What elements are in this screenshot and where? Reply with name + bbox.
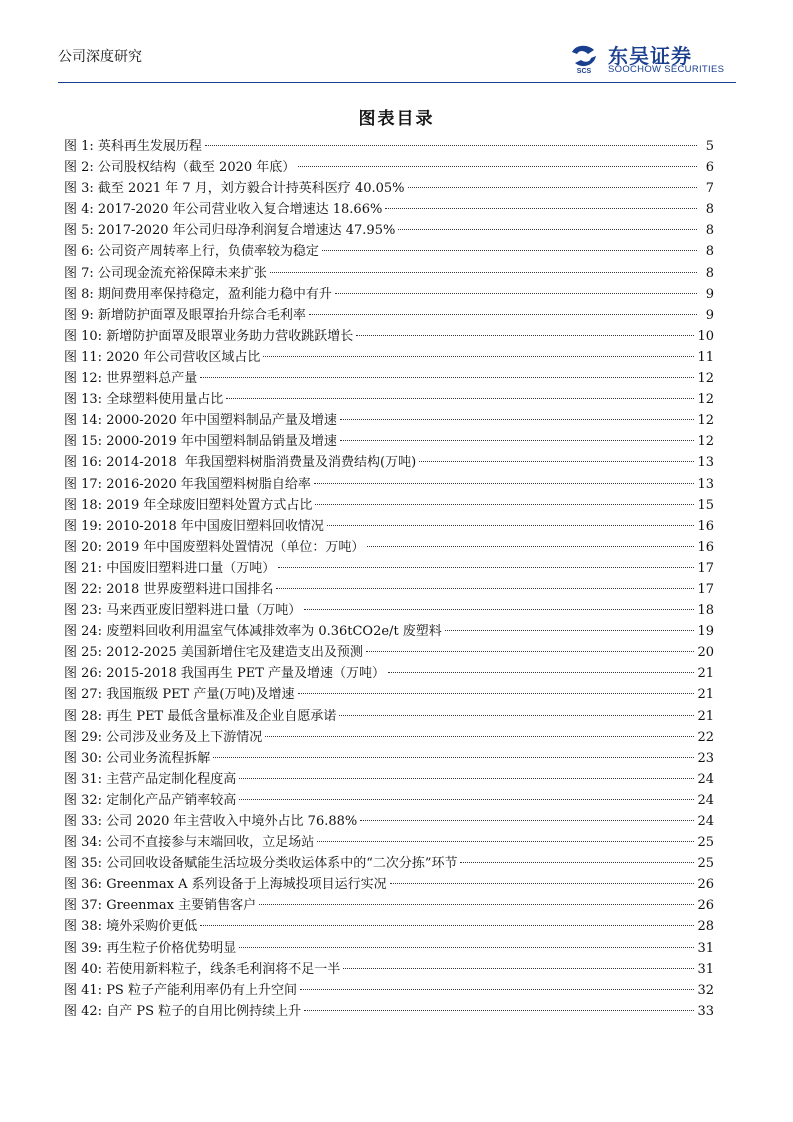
- toc-entry-page-number: 23: [697, 750, 714, 766]
- toc-entry-number: 图 14:: [64, 413, 107, 429]
- toc-entry-title: 2015-2018 我国再生 PET 产量及增速（万吨）: [106, 666, 386, 682]
- toc-entry-page-number: 24: [697, 814, 714, 829]
- toc-entry[interactable]: [64, 1001, 714, 1022]
- toc-entry-page-number: 17: [697, 581, 714, 597]
- toc-entry-title: 2019 年全球废旧塑料处置方式占比: [106, 497, 313, 513]
- toc-dot-leader: [239, 778, 694, 779]
- toc-entry-title: 公司股权结构（截至 2020 年底）: [97, 160, 296, 176]
- toc-dot-leader: [385, 208, 697, 209]
- toc-entry[interactable]: [64, 959, 714, 980]
- toc-entry-page-number: 8: [705, 202, 714, 218]
- toc-dot-leader: [360, 820, 694, 821]
- toc-entry[interactable]: [64, 305, 714, 326]
- toc-entry-page-number: 26: [697, 898, 714, 914]
- toc-entry-page-number: 21: [697, 687, 714, 703]
- toc-entry-title: 新增防护面罩及眼罩业务助力营收跳跃增长: [106, 328, 354, 344]
- toc-dot-leader: [304, 609, 694, 610]
- toc-entry-number: 图 10:: [64, 328, 107, 344]
- logo-english-name: SOOCHOW SECURITIES: [608, 64, 725, 75]
- toc-entry-number: 图 8:: [64, 286, 98, 302]
- toc-entry[interactable]: [64, 516, 714, 537]
- toc-entry-title: 英科再生发展历程: [97, 139, 202, 154]
- toc-dot-leader: [314, 483, 695, 484]
- toc-entry-title: 废塑料回收利用温室气体减排效率为 0.36tCO2e/t 废塑料: [106, 624, 442, 640]
- toc-dot-leader: [340, 440, 695, 441]
- toc-dot-leader: [367, 546, 694, 547]
- toc-entry-page-number: 33: [697, 1003, 714, 1019]
- toc-entry[interactable]: [64, 326, 714, 347]
- toc-entry-page-number: 26: [697, 877, 714, 893]
- toc-dot-leader: [343, 968, 694, 969]
- toc-entry-title: 期间费用率保持稳定，盈利能力稳中有升: [97, 286, 332, 302]
- toc-entry[interactable]: [64, 874, 714, 895]
- toc-entry-title: 公司不直接参与末端回收，立足场站: [106, 835, 315, 851]
- toc-entry-title: 2014-2018 年我国塑料树脂消费量及消费结构(万吨): [106, 455, 417, 471]
- toc-entry-page-number: 8: [705, 244, 714, 260]
- toc-entry-number: 图 2:: [64, 160, 98, 176]
- toc-entry-title: 2000-2019 年中国塑料制品销量及增速: [106, 434, 337, 450]
- header-divider: [58, 82, 736, 83]
- toc-entry-number: 图 33:: [64, 814, 107, 829]
- toc-entry-page-number: 19: [697, 624, 714, 640]
- toc-entry-number: 图 7:: [64, 265, 98, 281]
- toc-entry-number: 图 4:: [64, 202, 98, 218]
- toc-dot-leader: [309, 314, 697, 315]
- toc-entry[interactable]: [64, 706, 714, 727]
- toc-entry-number: 图 15:: [64, 434, 107, 450]
- toc-entry-title: 2018 世界废塑料进口国排名: [106, 581, 274, 597]
- toc-entry[interactable]: [64, 938, 714, 959]
- toc-entry-page-number: 24: [697, 771, 714, 787]
- toc-entry[interactable]: [64, 410, 714, 431]
- figure-table-of-contents: [64, 136, 714, 1022]
- toc-entry-number: 图 41:: [64, 982, 107, 998]
- toc-entry[interactable]: [64, 220, 714, 241]
- toc-entry-title: 2000-2020 年中国塑料制品产量及增速: [106, 413, 337, 429]
- toc-entry-title: PS 粒子产能利用率仍有上升空间: [106, 982, 297, 998]
- toc-entry-number: 图 31:: [64, 771, 107, 787]
- toc-entry[interactable]: [64, 600, 714, 621]
- toc-dot-leader: [259, 904, 694, 905]
- toc-entry[interactable]: [64, 284, 714, 305]
- toc-entry-page-number: 12: [697, 392, 714, 408]
- toc-entry-title: 公司回收设备赋能生活垃圾分类收运体系中的“二次分拣”环节: [106, 856, 458, 872]
- toc-entry[interactable]: [64, 790, 714, 811]
- toc-entry[interactable]: [64, 832, 714, 853]
- toc-entry-title: 境外采购价更低: [106, 919, 198, 935]
- toc-entry[interactable]: [64, 537, 714, 558]
- toc-entry-number: 图 19:: [64, 518, 107, 534]
- toc-entry[interactable]: [64, 748, 714, 769]
- toc-entry-number: 图 3:: [64, 181, 98, 197]
- company-logo: [566, 40, 736, 76]
- toc-dot-leader: [408, 187, 697, 188]
- logo-mark-icon: [566, 42, 602, 74]
- toc-entry-title: 自产 PS 粒子的自用比例持续上升: [106, 1003, 302, 1019]
- toc-entry-title: 我国瓶级 PET 产量(万吨)及增速: [106, 687, 295, 703]
- toc-entry[interactable]: [64, 558, 714, 579]
- toc-entry-page-number: 9: [705, 307, 714, 323]
- toc-dot-leader: [239, 947, 694, 948]
- toc-entry-title: 新增防护面罩及眼罩抬升综合毛利率: [97, 307, 306, 323]
- toc-entry-title: 2020 年公司营收区域占比: [106, 349, 261, 365]
- toc-entry-title: 公司涉及业务及上下游情况: [106, 729, 263, 745]
- toc-entry[interactable]: [64, 452, 714, 473]
- toc-entry[interactable]: [64, 389, 714, 410]
- toc-entry-number: 图 29:: [64, 729, 107, 745]
- toc-entry-title: 公司现金流充裕保障未来扩张: [97, 265, 267, 281]
- toc-entry[interactable]: [64, 199, 714, 220]
- toc-entry-title: 再生粒子价格优势明显: [106, 940, 237, 956]
- page-header: [58, 34, 736, 82]
- toc-dot-leader: [327, 525, 695, 526]
- toc-entry-number: 图 16:: [64, 455, 107, 471]
- toc-entry[interactable]: [64, 980, 714, 1001]
- toc-entry-page-number: 25: [697, 835, 714, 851]
- toc-entry-page-number: 12: [697, 371, 714, 387]
- toc-entry-page-number: 11: [697, 349, 714, 365]
- toc-dot-leader: [335, 293, 697, 294]
- toc-entry-number: 图 34:: [64, 835, 107, 851]
- toc-entry[interactable]: [64, 727, 714, 748]
- toc-entry[interactable]: [64, 853, 714, 874]
- logo-chinese-name: 东吴证券: [608, 44, 692, 68]
- toc-entry-title: 截至 2021 年 7 月，刘方毅合计持英科医疗 40.05%: [97, 181, 405, 197]
- toc-entry-page-number: 28: [697, 919, 714, 935]
- toc-entry-number: 图 1:: [64, 139, 98, 154]
- toc-entry-title: 定制化产品产销率较高: [106, 792, 237, 808]
- toc-dot-leader: [356, 335, 694, 336]
- toc-entry-title: 再生 PET 最低含量标准及企业自愿承诺: [106, 708, 337, 724]
- toc-entry-number: 图 17:: [64, 476, 107, 492]
- toc-entry-page-number: 7: [705, 181, 714, 197]
- toc-dot-leader: [390, 883, 695, 884]
- toc-entry[interactable]: [64, 136, 714, 157]
- toc-dot-leader: [339, 715, 694, 716]
- toc-entry-page-number: 25: [697, 856, 714, 872]
- toc-entry-page-number: 18: [697, 603, 714, 619]
- toc-dot-leader: [200, 925, 694, 926]
- toc-entry-title: 2017-2020 年公司归母净利润复合增速达 47.95%: [97, 223, 396, 239]
- toc-dot-leader: [213, 757, 694, 758]
- toc-entry-page-number: 12: [697, 434, 714, 450]
- toc-entry-title: 主营产品定制化程度高: [106, 771, 237, 787]
- toc-entry-number: 图 18:: [64, 497, 107, 513]
- toc-dot-leader: [315, 504, 694, 505]
- toc-entry[interactable]: [64, 474, 714, 495]
- toc-entry-page-number: 9: [705, 286, 714, 302]
- toc-entry-page-number: 13: [697, 476, 714, 492]
- toc-entry[interactable]: [64, 241, 714, 262]
- toc-entry[interactable]: [64, 895, 714, 916]
- toc-entry-title: 公司 2020 年主营收入中境外占比 76.88%: [106, 814, 358, 829]
- toc-entry-number: 图 22:: [64, 581, 107, 597]
- toc-entry[interactable]: [64, 157, 714, 178]
- toc-dot-leader: [200, 377, 694, 378]
- toc-dot-leader: [366, 651, 695, 652]
- toc-entry-number: 图 27:: [64, 687, 107, 703]
- toc-entry[interactable]: [64, 263, 714, 284]
- toc-dot-leader: [300, 989, 694, 990]
- toc-entry-title: 马来西亚废旧塑料进口量（万吨）: [106, 603, 302, 619]
- toc-entry-number: 图 23:: [64, 603, 107, 619]
- toc-entry-number: 图 26:: [64, 666, 107, 682]
- toc-entry[interactable]: [64, 663, 714, 684]
- toc-entry-page-number: 20: [697, 645, 714, 661]
- toc-entry-number: 图 36:: [64, 877, 107, 893]
- toc-dot-leader: [226, 398, 694, 399]
- toc-entry-page-number: 31: [697, 961, 714, 977]
- toc-entry-number: 图 24:: [64, 624, 107, 640]
- toc-entry-title: 世界塑料总产量: [106, 371, 198, 387]
- toc-entry-number: 图 39:: [64, 940, 107, 956]
- toc-dot-leader: [322, 250, 697, 251]
- toc-entry-number: 图 30:: [64, 750, 107, 766]
- toc-dot-leader: [317, 841, 694, 842]
- toc-entry-title: 2012-2025 美国新增住宅及建造支出及预测: [106, 645, 363, 661]
- toc-entry-page-number: 21: [697, 666, 714, 682]
- toc-entry-title: 2017-2020 年公司营业收入复合增速达 18.66%: [97, 202, 383, 218]
- toc-entry[interactable]: [64, 811, 714, 832]
- toc-entry[interactable]: [64, 178, 714, 199]
- toc-entry-page-number: 17: [697, 560, 714, 576]
- toc-dot-leader: [270, 272, 697, 273]
- toc-entry-number: 图 38:: [64, 919, 107, 935]
- toc-entry[interactable]: [64, 684, 714, 705]
- toc-entry-page-number: 22: [697, 729, 714, 745]
- toc-entry-number: 图 35:: [64, 856, 107, 872]
- toc-entry-page-number: 32: [697, 982, 714, 998]
- toc-dot-leader: [298, 693, 695, 694]
- toc-entry-title: 2016-2020 年我国塑料树脂自给率: [106, 476, 311, 492]
- toc-dot-leader: [388, 672, 694, 673]
- toc-entry-number: 图 37:: [64, 898, 107, 914]
- toc-entry-number: 图 6:: [64, 244, 98, 260]
- toc-entry[interactable]: [64, 769, 714, 790]
- toc-entry-number: 图 13:: [64, 392, 107, 408]
- toc-entry[interactable]: [64, 642, 714, 663]
- toc-entry-number: 图 25:: [64, 645, 107, 661]
- toc-entry[interactable]: [64, 347, 714, 368]
- toc-entry-page-number: 16: [697, 518, 714, 534]
- toc-dot-leader: [239, 799, 694, 800]
- toc-entry-page-number: 6: [705, 160, 714, 176]
- toc-entry-title: 中国废旧塑料进口量（万吨）: [106, 560, 276, 576]
- toc-dot-leader: [205, 145, 697, 146]
- toc-entry-page-number: 13: [697, 455, 714, 471]
- toc-entry-page-number: 21: [697, 708, 714, 724]
- toc-entry-page-number: 10: [697, 328, 714, 344]
- logo-mark-text: SCS: [576, 68, 592, 74]
- toc-entry[interactable]: [64, 579, 714, 600]
- toc-entry[interactable]: [64, 495, 714, 516]
- toc-dot-leader: [304, 1010, 694, 1011]
- toc-entry-page-number: 8: [705, 223, 714, 239]
- toc-dot-leader: [398, 229, 697, 230]
- toc-dot-leader: [276, 588, 694, 589]
- page-title: 图表目录: [358, 109, 435, 129]
- toc-entry[interactable]: [64, 621, 714, 642]
- toc-entry-title: Greenmax A 系列设备于上海城投项目运行实况: [106, 877, 387, 893]
- toc-entry-title: 公司业务流程拆解: [106, 750, 211, 766]
- toc-entry-title: Greenmax 主要销售客户: [106, 898, 257, 914]
- toc-entry-number: 图 9:: [64, 307, 98, 323]
- toc-entry-number: 图 20:: [64, 539, 107, 555]
- toc-entry-title: 若使用新料粒子，线条毛利润将不足一半: [106, 961, 341, 977]
- toc-entry-page-number: 24: [697, 792, 714, 808]
- toc-dot-leader: [340, 419, 695, 420]
- toc-entry-number: 图 5:: [64, 223, 98, 239]
- toc-entry-page-number: 8: [705, 265, 714, 281]
- toc-entry-page-number: 31: [697, 940, 714, 956]
- toc-entry[interactable]: [64, 916, 714, 937]
- toc-entry-title: 公司资产周转率上行，负债率较为稳定: [97, 244, 319, 260]
- toc-entry-title: 全球塑料使用量占比: [106, 392, 224, 408]
- toc-entry-number: 图 11:: [64, 349, 107, 365]
- toc-entry-title: 2010-2018 年中国废旧塑料回收情况: [106, 518, 324, 534]
- toc-entry-title: 2019 年中国废塑料处置情况（单位：万吨）: [106, 539, 365, 555]
- toc-dot-leader: [265, 736, 694, 737]
- toc-entry-page-number: 5: [705, 139, 714, 154]
- toc-entry-number: 图 28:: [64, 708, 107, 724]
- toc-entry-number: 图 40:: [64, 961, 107, 977]
- toc-entry-number: 图 21:: [64, 560, 107, 576]
- toc-entry-page-number: 12: [697, 413, 714, 429]
- toc-entry-number: 图 32:: [64, 792, 107, 808]
- toc-dot-leader: [419, 461, 694, 462]
- toc-dot-leader: [460, 862, 694, 863]
- toc-dot-leader: [278, 567, 694, 568]
- report-type-label: 公司深度研究: [58, 49, 142, 65]
- toc-entry[interactable]: [64, 431, 714, 452]
- toc-dot-leader: [263, 356, 694, 357]
- toc-entry-number: 图 12:: [64, 371, 107, 387]
- toc-entry-page-number: 15: [697, 497, 714, 513]
- toc-entry[interactable]: [64, 368, 714, 389]
- toc-entry-page-number: 16: [697, 539, 714, 555]
- toc-dot-leader: [298, 166, 697, 167]
- toc-dot-leader: [445, 630, 695, 631]
- toc-entry-number: 图 42:: [64, 1003, 107, 1019]
